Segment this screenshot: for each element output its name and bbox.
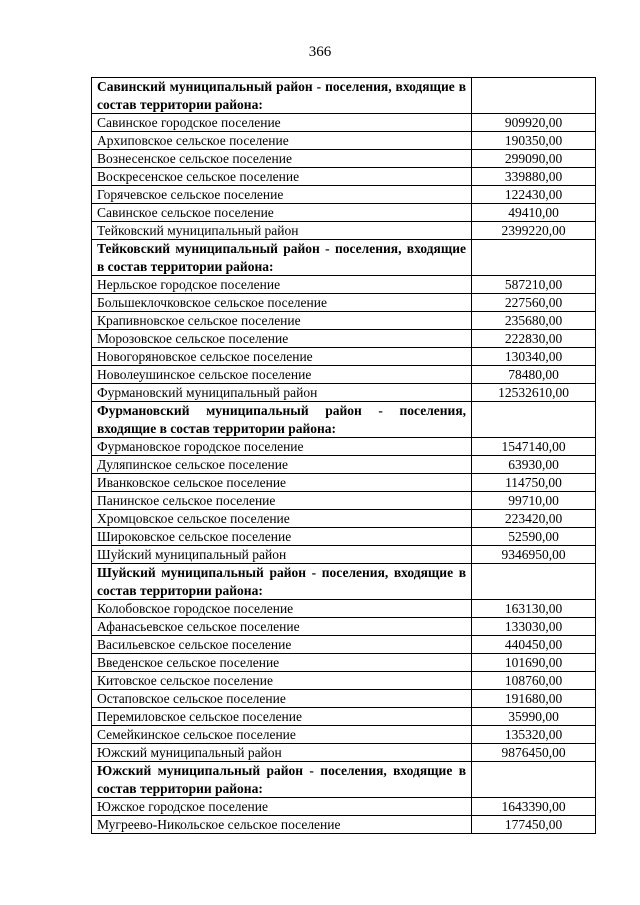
table-row <box>92 366 596 384</box>
settlement-name: Иванковское сельское поселение <box>92 474 472 492</box>
page-number: 366 <box>308 44 332 60</box>
settlement-name: Савинское городское поселение <box>92 114 472 132</box>
settlement-name: Южский муниципальный район <box>92 744 472 762</box>
section-header: Савинский муниципальный район - поселения, входящие в состав территории района: <box>92 78 472 114</box>
amount-value: 101690,00 <box>472 654 596 672</box>
table-row <box>92 150 596 168</box>
amount-value: 1643390,00 <box>472 798 596 816</box>
table-row <box>92 204 596 222</box>
amount-value: 587210,00 <box>472 276 596 294</box>
table-row <box>92 492 596 510</box>
settlement-name: Хромцовское сельское поселение <box>92 510 472 528</box>
table-row <box>92 726 596 744</box>
amount-value: 63930,00 <box>472 456 596 474</box>
settlement-name: Вознесенское сельское поселение <box>92 150 472 168</box>
settlement-name: Архиповское сельское поселение <box>92 132 472 150</box>
section-header-row <box>92 564 596 600</box>
amount-value: 52590,00 <box>472 528 596 546</box>
table-row <box>92 312 596 330</box>
budget-table <box>91 77 596 834</box>
settlement-name: Панинское сельское поселение <box>92 492 472 510</box>
section-header-amount-cell <box>472 564 596 600</box>
table-row <box>92 798 596 816</box>
section-header: Тейковский муниципальный район - поселения, входящие в состав территории района: <box>92 240 472 276</box>
settlement-name: Фурмановский муниципальный район <box>92 384 472 402</box>
settlement-name: Афанасьевское сельское поселение <box>92 618 472 636</box>
settlement-name: Остаповское сельское поселение <box>92 690 472 708</box>
amount-value: 1547140,00 <box>472 438 596 456</box>
settlement-name: Нерльское городское поселение <box>92 276 472 294</box>
settlement-name: Дуляпинское сельское поселение <box>92 456 472 474</box>
amount-value: 909920,00 <box>472 114 596 132</box>
amount-value: 223420,00 <box>472 510 596 528</box>
settlement-name: Южское городское поселение <box>92 798 472 816</box>
amount-value: 133030,00 <box>472 618 596 636</box>
table-row <box>92 276 596 294</box>
settlement-name: Семейкинское сельское поселение <box>92 726 472 744</box>
amount-value: 99710,00 <box>472 492 596 510</box>
table-row <box>92 618 596 636</box>
amount-value: 135320,00 <box>472 726 596 744</box>
section-header-amount-cell <box>472 402 596 438</box>
table-row <box>92 528 596 546</box>
amount-value: 9876450,00 <box>472 744 596 762</box>
settlement-name: Горячевское сельское поселение <box>92 186 472 204</box>
table-row <box>92 132 596 150</box>
amount-value: 235680,00 <box>472 312 596 330</box>
amount-value: 78480,00 <box>472 366 596 384</box>
table-row <box>92 168 596 186</box>
table-row <box>92 186 596 204</box>
section-header-row <box>92 402 596 438</box>
settlement-name: Перемиловское сельское поселение <box>92 708 472 726</box>
section-header: Фурмановский муниципальный район - поселения, входящие в состав территории района: <box>92 402 472 438</box>
settlement-name: Мугреево-Никольское сельское поселение <box>92 816 472 834</box>
table-row <box>92 672 596 690</box>
settlement-name: Широковское сельское поселение <box>92 528 472 546</box>
settlement-name: Введенское сельское поселение <box>92 654 472 672</box>
settlement-name: Фурмановское городское поселение <box>92 438 472 456</box>
table-row <box>92 384 596 402</box>
settlement-name: Шуйский муниципальный район <box>92 546 472 564</box>
amount-value: 299090,00 <box>472 150 596 168</box>
table-row <box>92 744 596 762</box>
table-row <box>92 114 596 132</box>
settlement-name: Крапивновское сельское поселение <box>92 312 472 330</box>
settlement-name: Китовское сельское поселение <box>92 672 472 690</box>
settlement-name: Морозовское сельское поселение <box>92 330 472 348</box>
table-row <box>92 600 596 618</box>
amount-value: 163130,00 <box>472 600 596 618</box>
section-header-row <box>92 78 596 114</box>
table-row <box>92 456 596 474</box>
table-body <box>92 78 596 834</box>
amount-value: 227560,00 <box>472 294 596 312</box>
amount-value: 191680,00 <box>472 690 596 708</box>
table-row <box>92 474 596 492</box>
amount-value: 339880,00 <box>472 168 596 186</box>
amount-value: 177450,00 <box>472 816 596 834</box>
amount-value: 9346950,00 <box>472 546 596 564</box>
section-header-amount-cell <box>472 240 596 276</box>
table-row <box>92 330 596 348</box>
settlement-name: Колобовское городское поселение <box>92 600 472 618</box>
section-header: Шуйский муниципальный район - поселения, входящие в состав территории района: <box>92 564 472 600</box>
section-header-row <box>92 762 596 798</box>
section-header-amount-cell <box>472 78 596 114</box>
section-header: Южский муниципальный район - поселения, входящие в состав территории района: <box>92 762 472 798</box>
settlement-name: Тейковский муниципальный район <box>92 222 472 240</box>
table-row <box>92 816 596 834</box>
settlement-name: Большеклочковское сельское поселение <box>92 294 472 312</box>
amount-value: 130340,00 <box>472 348 596 366</box>
amount-value: 49410,00 <box>472 204 596 222</box>
settlement-name: Васильевское сельское поселение <box>92 636 472 654</box>
settlement-name: Новогоряновское сельское поселение <box>92 348 472 366</box>
amount-value: 440450,00 <box>472 636 596 654</box>
section-header-amount-cell <box>472 762 596 798</box>
amount-value: 122430,00 <box>472 186 596 204</box>
section-header-row <box>92 240 596 276</box>
table-row <box>92 654 596 672</box>
table-row <box>92 546 596 564</box>
table-row <box>92 510 596 528</box>
amount-value: 190350,00 <box>472 132 596 150</box>
table-row <box>92 636 596 654</box>
settlement-name: Новолеушинское сельское поселение <box>92 366 472 384</box>
table-row <box>92 708 596 726</box>
table-row <box>92 690 596 708</box>
amount-value: 12532610,00 <box>472 384 596 402</box>
table-row <box>92 294 596 312</box>
amount-value: 114750,00 <box>472 474 596 492</box>
settlement-name: Савинское сельское поселение <box>92 204 472 222</box>
amount-value: 222830,00 <box>472 330 596 348</box>
table-row <box>92 438 596 456</box>
amount-value: 35990,00 <box>472 708 596 726</box>
amount-value: 108760,00 <box>472 672 596 690</box>
table-row <box>92 222 596 240</box>
settlement-name: Воскресенское сельское поселение <box>92 168 472 186</box>
table-row <box>92 348 596 366</box>
amount-value: 2399220,00 <box>472 222 596 240</box>
